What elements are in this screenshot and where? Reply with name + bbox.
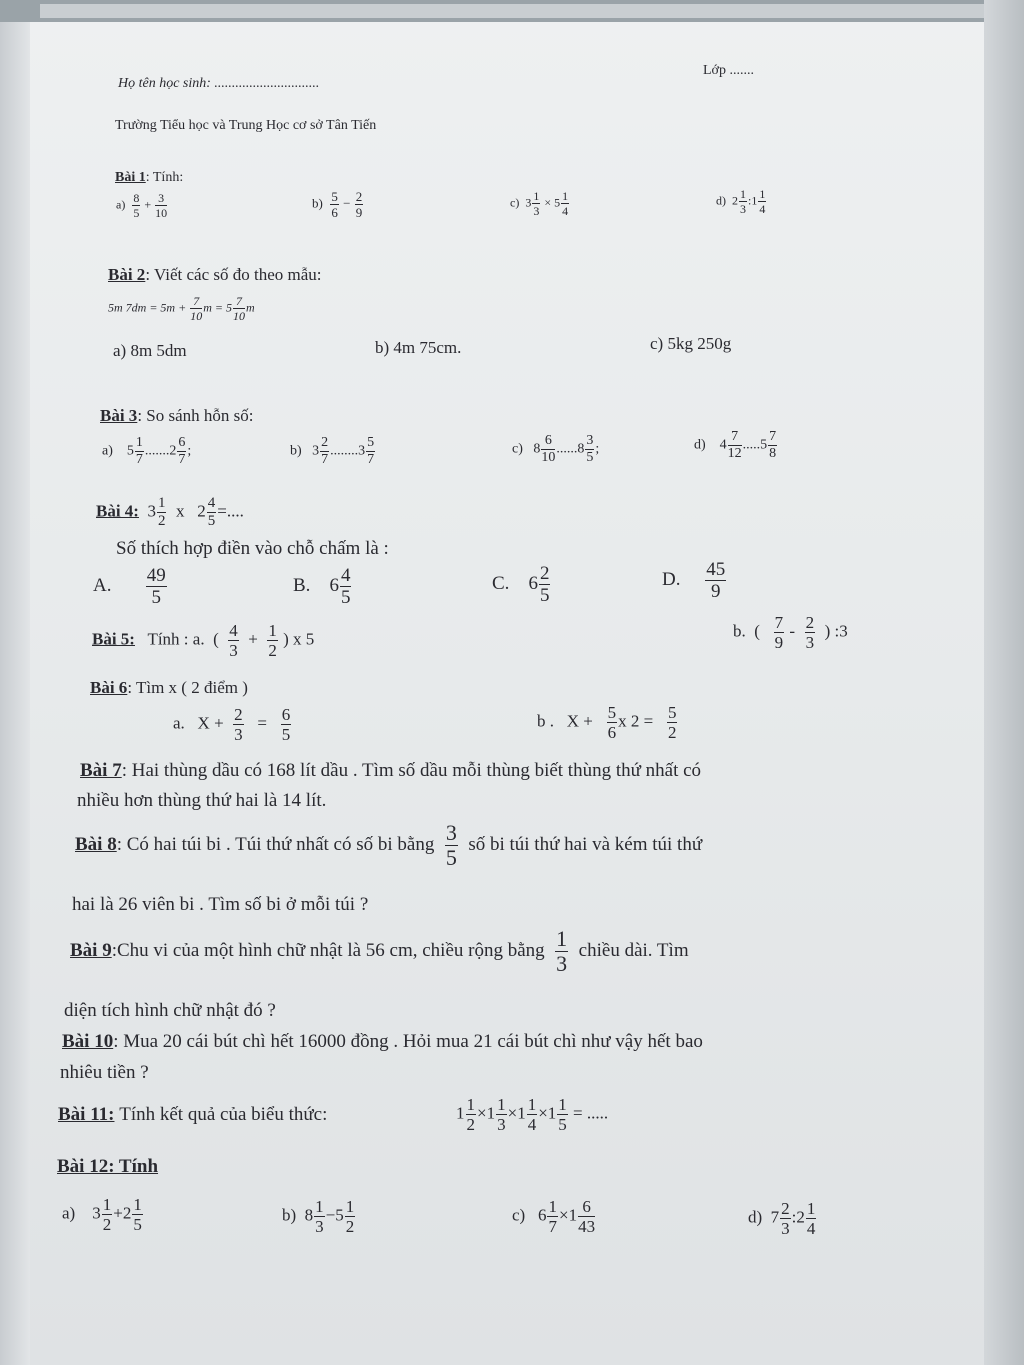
bai2-c: c) 5kg 250g (650, 334, 732, 353)
bai2-example: 5m 7dm = 5m + $\frac{7}{10}$ m = 5 $\frac{7}{10}$ m (108, 294, 255, 323)
bai10-line2: nhiêu tiền ? (60, 1062, 149, 1083)
bai1-a-label: a) (116, 197, 126, 212)
bai5-title: Bài 5: (92, 629, 135, 649)
bai11-title: Bài 11: (58, 1104, 115, 1125)
bai9-line1: Bài 9:Chu vi của một hình chữ nhật là 56 cm, chiều rộng bằng $\frac{1}{3}$ chiều dài. Tìm (70, 926, 689, 976)
bai6-heading: Bài 6: Tìm x ( 2 điểm ) (90, 678, 248, 697)
bai3-instruction: : So sánh hỗn số: (137, 406, 254, 425)
bai3-title: Bài 3 (100, 406, 138, 425)
page-left-edge (0, 0, 30, 1365)
bai10-line1: Bài 10: Mua 20 cái bút chì hết 16000 đồng . Hỏi mua 21 cái bút chì như vậy hết bao (62, 1031, 703, 1052)
bai12-a: a) 3 $\frac{1}{2}$ +2 $\frac{1}{5}$ (62, 1195, 142, 1234)
bai4-question: Số thích hợp điền vào chỗ chấm là : (116, 538, 389, 559)
bai2-b: b) 4m 75cm. (375, 338, 462, 357)
bai3-b: b) 3 $\frac{2}{7}$ ........3 $\frac{5}{7}$ (290, 435, 375, 467)
bai1-instruction: : Tính: (145, 170, 184, 185)
bai1-b-label: b) (312, 195, 323, 211)
page-right-edge (984, 0, 1024, 1365)
bai4-option-d: D. $\frac{45}{9}$ (662, 559, 726, 602)
bai1-d: d) 2 $\frac{1}{3}$ :1 $\frac{1}{4}$ (716, 187, 766, 216)
bai8-title: Bài 8 (75, 833, 117, 855)
bai6-a: a. X + $\frac{2}{3}$ = $\frac{6}{5}$ (173, 705, 291, 744)
class-label: Lớp ....... (703, 63, 754, 78)
student-name-label: Họ tên học sinh: .............................. (118, 76, 320, 91)
bai12-title: Bài 12: Tính (57, 1156, 159, 1177)
bai7-title: Bài 7 (80, 760, 122, 781)
bai4-option-c: C. 6 $\frac{2}{5}$ (492, 563, 550, 606)
bai7-line2: nhiều hơn thùng thứ hai là 14 lít. (77, 790, 327, 811)
bai2-heading (108, 265, 322, 285)
bai1-c: c) 3 $\frac{1}{3}$ × 5 $\frac{1}{4}$ (510, 189, 569, 218)
bai8-line2: hai là 26 viên bi . Tìm số bi ở mỗi túi ? (72, 894, 369, 915)
bai1-c-label: c) (510, 195, 520, 210)
bai1-b: b) $\frac{5}{6}$ − $\frac{2}{9}$ (312, 189, 363, 220)
bai1-a: a) $\frac{8}{5}$ + $\frac{3}{10}$ (116, 191, 168, 220)
bai4-title: Bài 4: (96, 501, 139, 521)
bai5-a: Bài 5: Tính : a. ( $\frac{4}{3}$ + $\frac{1}{2}$ ) x 5 (92, 621, 315, 660)
bai3-a: a) 5 $\frac{1}{7}$ .......2 $\frac{6}{7}$ ; (102, 435, 192, 467)
bai4-option-b: B. 6 $\frac{4}{5}$ (293, 565, 351, 608)
bai1-title: Bài 1 (115, 170, 146, 185)
bai3-d: d) 4 $\frac{7}{12}$ .....5 $\frac{7}{8}$ (694, 429, 777, 461)
bai11-heading: Bài 11: Tính kết quả của biểu thức: (58, 1104, 328, 1125)
bai9-line2: diện tích hình chữ nhật đó ? (64, 1000, 276, 1021)
bai2-title: Bài 2 (108, 265, 146, 284)
bai3-c: c) 8 $\frac{6}{10}$ ......8 $\frac{3}{5}$ ; (512, 433, 600, 465)
bai12-b: b) 8 $\frac{1}{3}$ −5 $\frac{1}{2}$ (282, 1197, 355, 1236)
bai6-title: Bài 6 (90, 678, 128, 697)
bai2-instruction: : Viết các số đo theo mẫu: (145, 265, 322, 284)
bai12-d: d) 7 $\frac{2}{3}$ :2 $\frac{1}{4}$ (748, 1199, 816, 1238)
bai5-b: b. ( $\frac{7}{9}$ - $\frac{2}{3}$ ) :3 (733, 613, 848, 652)
bai10-title: Bài 10 (62, 1031, 114, 1052)
bai8-line1: Bài 8: Có hai túi bi . Túi thứ nhất có số bi bằng $\frac{3}{5}$ số bi túi thứ hai và kém túi thứ (75, 820, 703, 870)
bai7-line1: Bài 7: Hai thùng dầu có 168 lít dầu . Tìm số dầu mỗi thùng biết thùng thứ nhất có (80, 760, 702, 781)
bai3-heading (100, 406, 254, 426)
bai4-line: Bài 4: 3 $\frac{1}{2}$ x 2 $\frac{4}{5}$ =.... (96, 495, 244, 529)
bai9-title: Bài 9 (70, 939, 112, 961)
bai6-b: b . X + $\frac{5}{6}$ x 2 = $\frac{5}{2}$ (537, 703, 677, 742)
bai1-heading (115, 170, 183, 186)
school-name: Trường Tiểu học và Trung Học cơ sở Tân Tiến (115, 118, 377, 133)
bai2-a: a) 8m 5dm (113, 341, 187, 360)
bai4-option-a: A. $\frac{49}{5}$ (93, 565, 166, 608)
bai12-c: c) 6 $\frac{1}{7}$ ×1 $\frac{6}{43}$ (512, 1197, 596, 1236)
page-top-edge (0, 0, 1024, 22)
bai1-d-label: d) (716, 193, 726, 208)
bai11-expression: 1 $\frac{1}{2}$ ×1 $\frac{1}{3}$ ×1 $\frac{1}{4}$ ×1 $\frac{1}{5}$ = ..... (456, 1095, 609, 1134)
